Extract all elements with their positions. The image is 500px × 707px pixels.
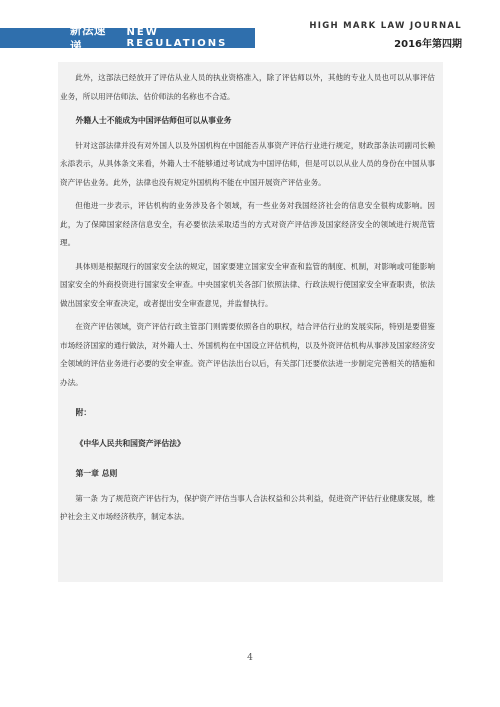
appendix-heading: 附：: [75, 408, 92, 417]
subheading-foreigners: 外籍人士不能成为中国评估师但可以从事业务: [75, 116, 232, 125]
section-title-cn: 新法速递: [70, 23, 106, 53]
page-number: 4: [247, 653, 253, 663]
paragraph-1: 此外，这部法已经放开了评估从业人员的执业资格准入，除了评估师以外，其他的专业人员也可以从事评估业务，所以用评估师法、估价师法的名称也不合适。: [60, 73, 435, 101]
law-title: 《中华人民共和国资产评估法》: [75, 438, 185, 448]
article-body: [60, 69, 435, 532]
section-title-en: NEW REGULATIONS: [126, 27, 228, 49]
journal-masthead: [309, 21, 462, 50]
journal-name: HIGH MARK LAW JOURNAL: [309, 21, 462, 31]
journal-issue: 2016年第四期: [394, 39, 462, 50]
paragraph-3: 但他进一步表示，评估机构的业务涉及各个领域，有一些业务对我国经济社会的信息安全很构成影响。因此，为了保障国家经济信息安全，有必要依法采取适当的方式对资产评估涉及国家经济安全的领域进行规范管理。: [60, 201, 435, 247]
paragraph-4: 具体则是根据现行的国家安全法的规定，国家要建立国家安全审查和监管的制度、机制，对影响或可能影响国家安全的外商投资进行国家安全审查。中央国家机关各部门依照法律、行政法规行使国家安全审查职责，依法做出国家安全审查决定，或者提出安全审查意见，并监督执行。: [60, 261, 435, 308]
chapter-heading: 第一章 总则: [75, 469, 118, 478]
section-banner: [0, 23, 255, 53]
paragraph-5: 在资产评估领域，资产评估行政主管部门则需要依照各自的职权，结合评估行业的发展实际，特别是要借鉴市场经济国家的通行做法，对外籍人士、外国机构在中国设立评估机构，以及外资评估机构从事涉及国家经济安全领域的评估业务进行必要的安全审查。资产评估法出台以后，有关部门还要依法进一步制定完善相关的措施和办法。: [60, 322, 435, 387]
paragraph-2: 针对这部法律并没有对外国人以及外国机构在中国能否从事资产评估行业进行规定，财政部条法司副司长赖永添表示，从具体条文来看，外籍人士不能够通过考试成为中国评估师，但是可以以从业人员的身份在中国从事资产评估业务。此外，法律也没有规定外国机构不能在中国开展资产评估业务。: [60, 140, 435, 187]
article-1: 第一条 为了规范资产评估行为，保护资产评估当事人合法权益和公共利益，促进资产评估行业健康发展，维护社会主义市场经济秩序，制定本法。: [60, 493, 435, 521]
